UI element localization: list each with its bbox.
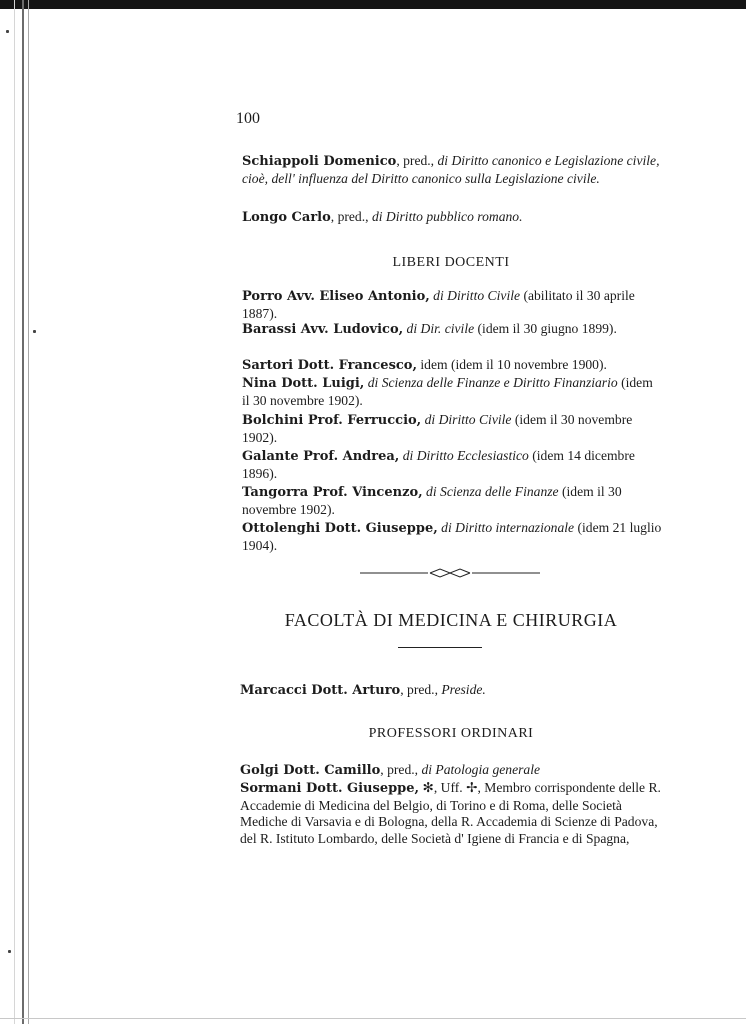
entry-text: di Diritto canonico e Legislazione civile, cioè, dell' influenza del Diritto canonico sulla Legislazione civile. — [242, 153, 660, 186]
docente-barassi — [242, 321, 662, 339]
entry-plain: (idem il 30 giugno 1899). — [477, 321, 617, 336]
page-number: 100 — [236, 110, 260, 127]
entry-plain: (idem il 30 novembre 1902). — [242, 484, 622, 517]
entry-text: Preside. — [441, 682, 486, 697]
ornament-divider — [360, 566, 542, 580]
entry-plain: (abilitato il 30 aprile 1887). — [242, 288, 635, 321]
heading-liberi-docenti: LIBERI DOCENTI — [392, 255, 510, 270]
entry-italic: di Scienza delle Finanze e Diritto Finanziario — [364, 375, 622, 390]
entry-name: Longo Carlo — [242, 210, 331, 225]
entry-italic: di Diritto Civile — [421, 412, 515, 427]
entry-longo — [242, 209, 662, 227]
entry-preside — [240, 682, 660, 700]
entry-text: di Diritto pubblico romano. — [371, 209, 523, 224]
entry-plain: (idem il 30 novembre 1902). — [242, 375, 653, 408]
scan-bottom-edge — [0, 1018, 746, 1019]
entry-sormani — [240, 780, 664, 847]
entry-name: Marcacci Dott. Arturo — [240, 683, 401, 698]
scan-top-border — [0, 0, 746, 9]
entry-name: Schiappoli Domenico — [242, 154, 397, 169]
docente-nina — [242, 375, 662, 409]
entry-name: Ottolenghi Dott. Giuseppe, — [242, 521, 438, 536]
entry-name: Barassi Avv. Ludovico, — [242, 322, 404, 337]
entry-sep: , pred., — [396, 153, 438, 168]
entry-name: Bolchini Prof. Ferruccio, — [242, 413, 422, 428]
heading-rule — [398, 647, 482, 648]
entry-text: Membro corrispondente delle R. Accademie di Medicina del Belgio, di Torino e di Roma, delle Società Mediche di Varsavia e di Bologna, della R. Accademia di Scienze di Padova, del R. Istituto Lombardo, delle Società d' Igiene di Francia e di Spagna, — [240, 780, 661, 846]
faculty-heading: FACOLTÀ DI MEDICINA E CHIRURGIA — [284, 610, 618, 630]
entry-sep: , pred., — [380, 762, 422, 777]
entry-plain: (idem 14 dicembre 1896). — [242, 448, 635, 481]
scan-binding-edge — [0, 0, 40, 1024]
entry-plain: (idem 21 luglio 1904). — [242, 520, 662, 553]
docente-tangorra — [242, 484, 662, 518]
docente-sartori — [242, 357, 662, 375]
entry-plain: idem (idem il 10 novembre 1900). — [417, 357, 607, 372]
entry-name: Nina Dott. Luigi, — [242, 376, 365, 391]
entry-plain: (idem il 30 novembre 1902). — [242, 412, 633, 445]
entry-name: Sormani Dott. Giuseppe, — [240, 781, 420, 796]
entry-name: Porro Avv. Eliseo Antonio, — [242, 289, 430, 304]
entry-italic: di Scienza delle Finanze — [422, 484, 562, 499]
entry-sep: , pred., — [400, 682, 442, 697]
docente-ottolenghi — [242, 520, 662, 554]
entry-text: di Patologia generale — [421, 762, 541, 777]
docente-galante — [242, 448, 662, 482]
entry-sep: , pred., — [330, 209, 372, 224]
entry-italic: di Diritto Ecclesiastico — [399, 448, 533, 463]
entry-italic: di Diritto internazionale — [437, 520, 578, 535]
heading-professori-ordinari: PROFESSORI ORDINARI — [368, 726, 534, 741]
entry-name: Tangorra Prof. Vincenzo, — [242, 485, 423, 500]
entry-sep: ✻, Uff. ✢, — [419, 780, 485, 795]
entry-golgi — [240, 762, 660, 780]
entry-schiappoli — [242, 153, 662, 187]
entry-name: Golgi Dott. Camillo — [240, 763, 381, 778]
docente-porro — [242, 288, 662, 322]
entry-name: Galante Prof. Andrea, — [242, 449, 400, 464]
entry-italic: di Diritto Civile — [429, 288, 524, 303]
entry-italic: di Dir. civile — [403, 321, 478, 336]
entry-name: Sartori Dott. Francesco, — [242, 358, 417, 373]
docente-bolchini — [242, 412, 662, 446]
